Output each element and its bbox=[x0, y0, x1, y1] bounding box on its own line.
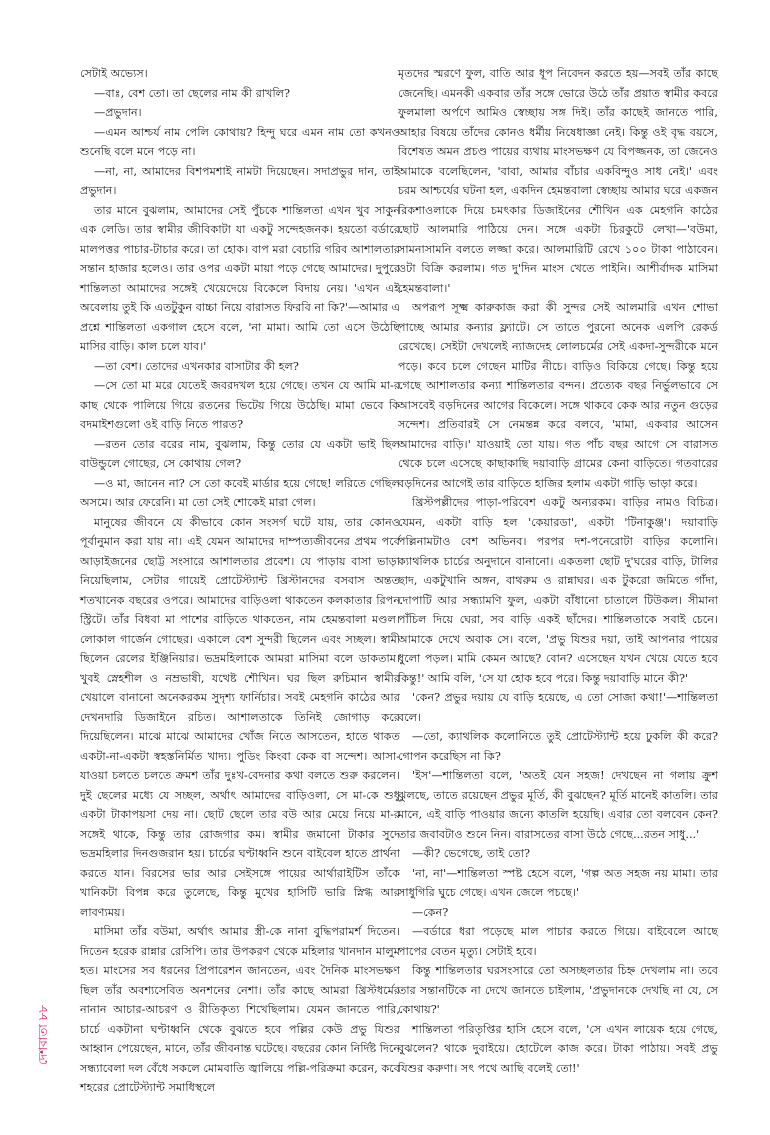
left-column bbox=[80, 64, 400, 1098]
paragraph: মাসিমা তাঁর বউমা, অর্থাৎ আমার স্ত্রী-কে নানা বুদ্ধিপরামর্শ দিতেন। দিতেন হরেক রান্নার রেসিপি। তার উপকরণ থেকে মহিলার খানদান মালুম হত। মাংসের সব ধরনের প্রিপারেশন জানতেন, এবং দৈনিক মাংসভক্ষণ ছিল তাঁর অবশ্যসেবিত অনশনের নেশা। তাঁর কাছে আমরা খ্রিস্টধর্মের নানান আচার-আচরণ ও রীতিকৃত্য শিখেছিলাম। যেমন জানতে পারি, চার্চে একটানা ঘণ্টাধ্বনি থেকে বুঝতে হবে পল্লির কেউ প্রভু যিশুর আহ্বান পেয়েছেন, মানে, তাঁর জীবনান্ত ঘটেছে। বছরের কোন নির্দিষ্ট দিনে সন্ধ্যাবেলা দল বেঁধে সকলে মোমবাতি জ্বালিয়ে পল্লি-পরিক্রমা করেন, কবে শহরের প্রোটেস্ট্যান্ট সমাধিস্থলে bbox=[80, 925, 400, 1094]
paragraph: মানুষের জীবনে যে কীভাবে কোন সংসর্গ ঘটে যায়, তার কোনও পূর্বানুমান করা যায় না। এই যেমন আমাদের দাম্পত্যজীবনের প্রথম পর্বে আড়াইজনের ছোট্ট সংসারে আশালতার প্রবেশ। যে পাড়ায় বাসা ভাড়া নিয়েছিলাম, সেটার গায়েই প্রোটেস্ট্যান্ট খ্রিস্টানদের বসবাস অন্তত শতখানেক বছরের ওপরে। আমাদের বাড়িওলা থাকতেন কলকাতার রিপন স্ট্রিটে। তাঁর বিধবা মা পাশের বাড়িতে থাকতেন, নাম হেমন্তবালা মণ্ডল। লোকাল গার্জেন গোছের। একালে বেশ সুন্দরী ছিলেন এবং সচ্ছল। স্বামী ছিলেন রেলের ইঞ্জিনিয়ার। ভদ্রমহিলাকে আমরা মাসিমা বলে ডাকতাম। খুবই স্নেহশীল ও নম্রভাষী, যথেষ্ট শৌখিন। ঘর ছিল রুচিমান স্বামীর খেয়ালে বানানো অনেকরকম সুদৃশ্য ফার্নিচার। সবই মেহগনি কাঠের আর দেখনদারি ডিজাইনে রচিত। আশালতাকে তিনিই জোগাড় করে দিয়েছিলেন। মাঝে মাঝে আমাদের খোঁজ নিতে আসতেন, হাতে থাকত একটা-না-একটা স্বহস্তনির্মিত খাদ্য। পুডিং কিংবা কেক বা সন্দেশ। আসা-যাওয়া চলতে চলতে ক্রমশ তাঁর দুঃখ-বেদনার কথা বলতে শুরু করলেন। দুই ছেলের মধ্যে যে সচ্ছল, অর্থাৎ আমাদের বাড়িওলা, সে মা-কে শুধু একটা টাকাপয়সা দেয় না। ছোট ছেলে তার বউ আর মেয়ে নিয়ে মা-র সঙ্গেই থাকে, কিন্তু তার রোজগার কম। স্বামীর জমানো টাকার সুদে ভদ্রমহিলার দিনগুজরান হয়। চার্চের ঘণ্টাধ্বনি শুনে বাইবেল হাতে প্রার্থনা করতে যান। বিরসের ভার আর সেইসঙ্গে পায়ের আর্থারাইটিস তাঁকে খানিকটা বিপন্ন করে তুলেছে, কিন্তু মুখের হাসিটি ভারি স্নিগ্ধ আর লাবণ্যময়। bbox=[80, 515, 400, 919]
dialogue-line: —এমন আশ্চর্য নাম পেলি কোথায়? হিন্দু ঘরে এমন নাম তো কখনও শুনেছি বলে মনে পড়ে না। bbox=[80, 125, 400, 158]
dialogue-line: —ও মা, জানেন না? সে তো কবেই মার্ডার হয়ে গেছে! লরিতে গেছিল অসমে। আর ফেরেনি। মা তো সেই শোকেই মারা গেল। bbox=[80, 476, 400, 509]
paragraph: তার মানে বুঝলাম, আমাদের সেই পুঁচকে শান্তিলতা এখন খুব সাকুন এক লেডি। তার স্বামীর জীবিকাটা যা একটু সন্দেহজনক। হয়তো বর্ডারে মালপত্তর পাচার-টাচার করে। তা হোক। বাপ মরা বেচারি গরিব আশালতার সন্তান হাজার হলেও। তার ওপর একটা মায়া পড়ে গেছে আমাদের। দুপুরে শান্তিলতা আমাদের সঙ্গেই খেয়েদেয়ে বিকেলে বিদায় নেয়। 'এখন এই অবেলায় তুই কি এতটুকুন বাচ্চা নিয়ে বারাসত ফিরবি না কি?'—আমার এ প্রশ্নে শান্তিলতা একগাল হেসে বলে, 'না মামা। আমি তো এসে উঠেছি মাসির বাড়ি। কাল চলে যাব।' bbox=[80, 203, 401, 353]
dialogue-line: 'কেন? প্রভুর দয়ায় যে বাড়ি হয়েছে, এ তো সোজা কথা!'—শান্তিলতা বলে। bbox=[398, 691, 718, 724]
dialogue-line: —সে তো মা মরে যেতেই জবরদখল হয়ে গেছে। তখন যে আমি মা-র কাছ থেকে পালিয়ে গিয়ে রতনের ভিটেয় গিয়ে উঠেছি। মামা ভেবে কি বদমাইশগুলো ওই বাড়ি নিতে পারত? bbox=[80, 379, 400, 431]
dialogue-line: —কী? ভেগেছে, তাই তো? bbox=[412, 847, 531, 860]
paragraph: খ্রিস্টপল্লীদের পাড়া-পরিবেশ একটু অন্যরকম। বাড়ির নামও বিচিত্র। যেমন, একটা বাড়ি হল 'কেয়ারডা', একটা 'টিনাকুঞ্জ'। দয়াবাড়ি পল্লিনামটাও বেশ অভিনব। পরপর দশ-পনেরোটা বাড়ির কলোনি। ক্যাথলিক চার্চের অনুদানে বানানো। একতলা ছোট দু'ঘরের বাড়ি, টালির ছাদ, একটুখানি অঙ্গন, বাথরুম ও রান্নাঘর। এক টুকরো জমিতে গাঁদা, দোপাটি আর সন্ধ্যামণি ফুল, একটা বাঁধানো চাতালে টিউকল। সীমানা পাঁচিল দিয়ে ঘেরা, সব বাড়ি একই ছাঁদের। শান্তিলতাকে সবাই চেনে। আমাকে দেখে অবাক সে। বলে, 'প্রভু যিশুর দয়া, তাই আপনার পায়ের ধুলো পড়ল। মামি কেমন আছে? বোন? এসেছেন যখন খেয়ে যেতে হবে কিন্তু!' আমি বলি, 'সে যা হোক হবে পরে। কিন্তু দয়াবাড়ি মানে কী?' bbox=[398, 496, 718, 685]
dialogue-line: —বর্ডারে ধরা পড়েছে মাল পাচার করতে গিয়ে। বাইবেলে আছে পাপের বেতন মৃত্যু। সেটাই হবে। bbox=[398, 925, 718, 958]
right-column bbox=[398, 64, 718, 1078]
paragraph: কিন্তু শান্তিলতার ঘরসংসারে তো অসচ্ছলতার চিহ্ন দেখলাম না। তবে তার সন্তানটিকে না দেখে জানতে চাইলাম, 'প্রভুদানকে দেখছি না যে, সে কোথায়?' bbox=[398, 964, 718, 1016]
dialogue-line: 'না, না'—শান্তিলতা স্পষ্ট হেসে বলে, 'গল্প অত সহজ নয় মামা। তার সাধুগিরি ঘুচে গেছে। এখন জেলে পচছে।' bbox=[398, 866, 718, 899]
paragraph: অপরূপ সূক্ষ্ম কারুকাজ করা কী সুন্দর সেই আলমারি এখন শোভা পাচ্ছে আমার কন্যার ফ্ল্যাটে। সে তাতে পুরনো অনেক এলপি রেকর্ড রেখেছে। সেইটা দেখলেই ন্যাজদেহ লোলচর্মের সেই একদা-সুন্দরীকে মনে পড়ে। কবে চলে গেছেন মাটির নীচে। বাড়িও বিকিয়ে গেছে। কিন্তু হয়ে গেছে আশালতার কন্যা শান্তিলতার বন্দন। প্রত্যেক বছর নির্ভুলভাবে সে আসবেই বড়দিনের আগের বিকেলে। সঙ্গে থাকবে কেক আর নতুন গুড়ের সন্দেশ। প্রতিবারই সে নেমন্তন্ন করে বলবে, 'মামা, একবার আসেন আমাদের বাড়ি।' যাওয়াই তো যায়। গত পাঁচ বছর আগে সে বারাসত থেকে চলে এসেছে কাছাকাছি দয়াবাড়ি গ্রামের কেনা বাড়িতে। গতবারের বড়দিনের আগেই তার বাড়িতে হাজির হলাম একটা গাড়ি ভাড়া করে। bbox=[398, 301, 718, 490]
dialogue-line: —না, না, আমাদের বিশপমশাই নামটা দিয়েছেন। সদাপ্রভুর দান, তাই প্রভুদান। bbox=[80, 164, 400, 197]
dialogue-line: —প্রভুদান। bbox=[94, 106, 142, 119]
paragraph: সেটাই অভ্যেস। bbox=[80, 67, 148, 80]
paragraph: মৃতদের স্মরণে ফুল, বাতি আর ধূপ নিবেদন করতে হয়—সবই তাঁর কাছে জেনেছি। এমনকী একবার তাঁর সঙ্গে ভোরে উঠে তাঁর প্রয়াত স্বামীর কবরে ফুলমালা অর্পণে আমিও স্বেচ্ছায় সঙ্গ দিই। তাঁর কাছেই জানতে পারি, আহার বিষয়ে তাঁদের কোনও ধর্মীয় নিষেধাজ্ঞা নেই। কিন্তু ওই বৃদ্ধ বয়সে, বিশেষত অমন প্রচণ্ড পায়ের ব্যথায় মাংসভক্ষণ যে বিপজ্জনক, তা জেনেও আমাকে বলেছিলেন, 'বাবা, আমার বাঁচার একবিন্দুও সাধ নেই।' এবং চরম আশ্চর্যের ঘটনা হল, একদিন হেমন্তবালা স্বেচ্ছায় আমার ঘরে একজন রিকশাওলাকে দিয়ে চমৎকার ডিজাইনের শৌখিন এক মেহগনি কাঠের ছোট আলমারি পাঠিয়ে দেন। সঙ্গে একটা চিরকুটে লেখা—'বউমা, সামনাসামনি বলতে লজ্জা করে। আলমারিটি রেখে ১০০ টাকা পাঠাবেন। ওটা বিক্রি করলাম। গত দু'দিন মাংস খেতে পাইনি। আশীর্বাদক মাসিমা হেমন্তবালা।' bbox=[398, 67, 718, 295]
dialogue-line: —বাঃ, বেশ তো। তা ছেলের নাম কী রাখলি? bbox=[94, 86, 291, 100]
dialogue-line: —তো, ক্যাথলিক কলোনিতে তুই প্রোটেস্ট্যান্ট হয়ে ঢুকলি কী করে? গোপন করেছিস না কি? bbox=[398, 730, 718, 763]
page-folio bbox=[30, 990, 60, 1080]
paragraph: শান্তিলতা পরিতৃপ্তির হাসি হেসে বলে, 'সে এখন লায়েক হয়ে গেছে, বুঝলেন? থাকে দুবাইয়ে। হোটেলে কাজ করে। টাকা পাঠায়। সবই প্রভু যিশুর করুণা। সৎ পথে আছি বলেই তো!' bbox=[398, 1022, 718, 1075]
dialogue-line: —কেন? bbox=[412, 905, 449, 919]
folio-text: দেশবাতা ৮৮ bbox=[36, 1004, 50, 1066]
dialogue-line: —রতন তোর বরের নাম, বুঝলাম, কিন্তু তোর যে একটা ভাই ছিল বাউন্ডুলে গোছের, সে কোথায় গেল? bbox=[80, 437, 400, 470]
dialogue-line: —তা বেশ। তোদের এখনকার বাসাটার কী হল? bbox=[94, 359, 299, 373]
dialogue-line: 'ইস'—শান্তিলতা বলে, 'অতই যেন সহজ! দেখছেন না গলায় ক্রুশ ঝুলছে, তাতে রয়েছেন প্রভুর মূর্তি, কী বুঝছেন? মূর্তি মানেই কাতলি। তার মানে, এই বাড়ি পাওয়ার জন্যে কাতলি হয়েছি। এবার তো বলবেন কেন? তার জবাবটাও শুনে নিন। বারাসতের বাসা উঠে গেছে...রতন সাধু...' bbox=[398, 769, 718, 841]
